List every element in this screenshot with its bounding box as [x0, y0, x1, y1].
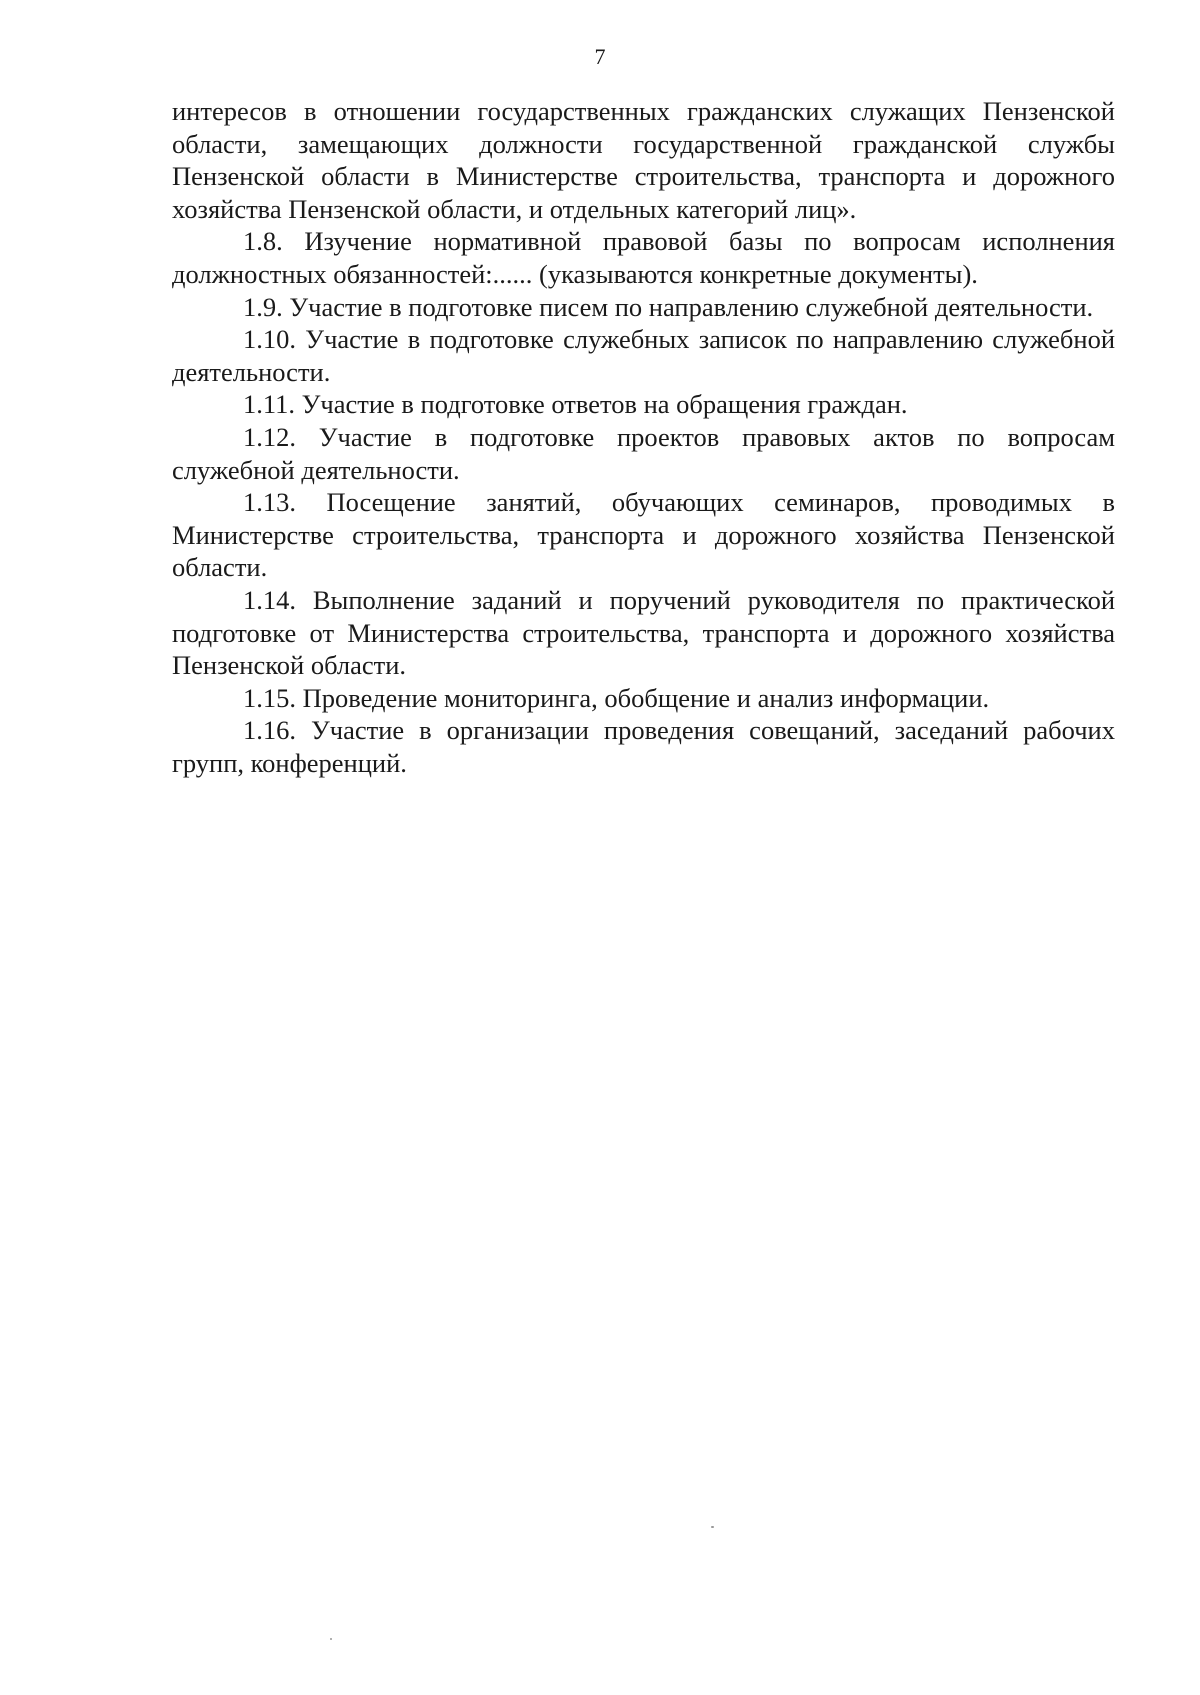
scan-speck — [330, 1638, 332, 1640]
paragraph-1-10: 1.10. Участие в подготовке служебных записок по направлению служебной деятельности. — [172, 324, 1115, 387]
paragraph-1-11: 1.11. Участие в подготовке ответов на обращения граждан. — [243, 389, 908, 420]
document-body — [172, 95, 1115, 779]
scan-speck — [711, 1526, 714, 1528]
page-number: 7 — [594, 44, 606, 69]
paragraph-1-12: 1.12. Участие в подготовке проектов правовых актов по вопросам служебной деятельности. — [172, 421, 1115, 485]
paragraph-1-15: 1.15. Проведение мониторинга, обобщение и анализ информации. — [243, 682, 990, 713]
paragraph-1-16: 1.16. Участие в организации проведения совещаний, заседаний рабочих групп, конференций. — [172, 715, 1115, 778]
paragraph-1-8: 1.8. Изучение нормативной правовой базы по вопросам исполнения должностных обязанностей:...... (указываются конкретные документы). — [172, 226, 1115, 289]
paragraph-continuation: интересов в отношении государственных гражданских служащих Пензенской области, замещающих должности государственной гражданской службы Пензенской области в Министерстве строительства, транспорта и дорожного хозяйства Пензенской области, и отдельных категорий лиц». — [172, 96, 1115, 224]
paragraph-1-13: 1.13. Посещение занятий, обучающих семинаров, проводимых в Министерстве строительства, транспорта и дорожного хозяйства Пензенской области. — [172, 487, 1115, 583]
paragraph-1-14: 1.14. Выполнение заданий и поручений руководителя по практической подготовке от Министерства строительства, транспорта и дорожного хозяйства Пензенской области. — [172, 584, 1115, 681]
paragraph-1-9: 1.9. Участие в подготовке писем по направлению служебной деятельности. — [243, 291, 1094, 322]
